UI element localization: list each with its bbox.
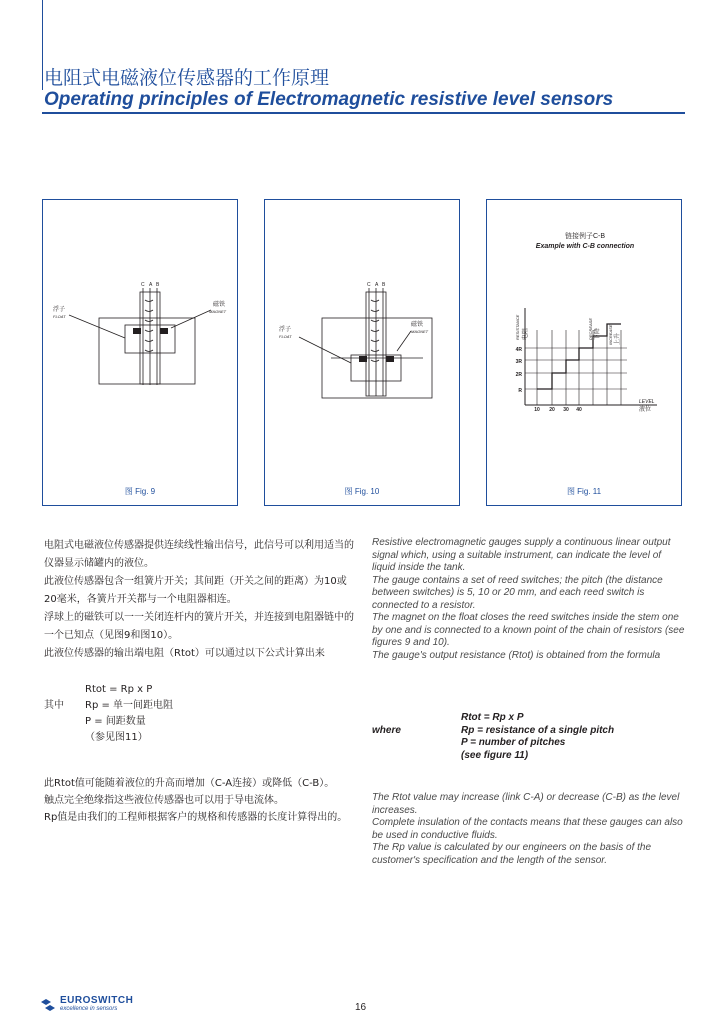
- float-label-en: FLOAT: [279, 334, 292, 339]
- label-a: A: [149, 282, 153, 288]
- body-text-en: [372, 537, 686, 662]
- formula-line: Rp = resistance of a single pitch: [461, 724, 615, 736]
- figure-9: [42, 199, 238, 506]
- x-axis-label-cn: 液位: [639, 407, 652, 413]
- magnet-label-cn: 磁铁: [411, 322, 424, 328]
- figure-10-diagram: [265, 200, 461, 507]
- paragraph: 此液位传感器包含一组簧片开关；其间距（开关之间的距离）为10或20毫米，各簧片开关都与一个电阻器相连。: [44, 576, 347, 605]
- logo-icon: [40, 998, 56, 1012]
- paragraph: The gauge contains a set of reed switches; the pitch (the distance between switches) is 5, 10 or 20 mm, and each reed switch is connected to a resistor.: [372, 574, 663, 611]
- header-rule: [42, 112, 685, 114]
- formula-line: (see figure 11): [461, 749, 529, 761]
- paragraph: The magnet on the float closes the reed switches inside the stem one by one and is connected to a known point of the chain of resistors (see figures 9 and 10).: [372, 612, 685, 648]
- paragraph: The Rtot value may increase (link C-A) or decrease (C-B) as the level increases.: [372, 792, 680, 816]
- increase-label-cn: 上升: [615, 332, 621, 345]
- decrease-label-en: DECREASE: [588, 317, 593, 340]
- y-tick-3r: 3R: [515, 359, 522, 365]
- page-title-en: Operating principles of Electromagnetic resistive level sensors: [44, 89, 614, 110]
- paragraph: Complete insulation of the contacts means that these gauges can also be used in conductive fluids.: [372, 817, 683, 841]
- formula-line: P = 间距数量: [85, 716, 146, 727]
- brand-tagline: excellence in sensors: [60, 1006, 118, 1012]
- paragraph: 浮球上的磁铁可以一一关闭连杆内的簧片开关，并连接到电阻器链中的一个已知点（见图9和图10）。: [44, 612, 354, 641]
- float-label-cn: 浮子: [53, 307, 66, 313]
- brand-logo: [40, 996, 133, 1013]
- magnet-label-cn: 磁铁: [213, 302, 226, 308]
- formula-en: [372, 712, 614, 762]
- brand-name: EUROSWITCH: [60, 995, 134, 1006]
- figure-11-caption: 图 Fig. 11: [566, 487, 602, 496]
- header-rule-vertical: [42, 0, 43, 90]
- figure-9-diagram: [43, 200, 239, 507]
- figure-11: [486, 199, 682, 506]
- y-tick-4r: 4R: [515, 347, 522, 353]
- formula-line: Rtot = Rp x P: [85, 684, 153, 695]
- x-tick-40: 40: [576, 407, 582, 413]
- paragraph: The gauge's output resistance (Rtot) is obtained from the formula: [372, 649, 661, 661]
- figure-10-caption: 图 Fig. 10: [344, 487, 380, 496]
- formula-line: Rtot = Rp x P: [461, 712, 524, 723]
- paragraph: Rp值是由我们的工程师根据客户的规格和传感器的长度计算得出的。: [44, 812, 348, 823]
- float-label-cn: 浮子: [279, 327, 292, 333]
- label-b: B: [156, 282, 160, 288]
- formula-line: P = number of pitches: [461, 737, 566, 748]
- paragraph: 此液位传感器的输出端电阻（Rtot）可以通过以下公式计算出来: [44, 648, 325, 659]
- paragraph: 此Rtot值可能随着液位的升高而增加（C-A连接）或降低（C-B）。: [44, 778, 335, 789]
- decrease-label-cn: 下降: [595, 327, 601, 340]
- y-axis-label-cn: 电阻: [523, 327, 529, 340]
- y-tick-2r: 2R: [515, 372, 522, 378]
- magnet-label-en: MAGNET: [411, 329, 429, 334]
- paragraph: 电阻式电磁液位传感器提供连续线性输出信号，此信号可以利用适当的仪器显示储罐内的液位。: [44, 540, 354, 569]
- body-text-cn-2: [44, 775, 358, 826]
- formula-where: where: [372, 724, 401, 736]
- formula-line: （参见图11）: [85, 732, 148, 743]
- increase-label-en: INCREASE: [608, 324, 613, 345]
- magnet-label-en: MAGNET: [209, 309, 227, 314]
- label-c: C: [367, 282, 371, 288]
- paragraph: Resistive electromagnetic gauges supply a continuous linear output signal which, using a suitable instrument, can indicate the level of liquid inside the tank.: [372, 537, 671, 573]
- figure-11-diagram: [487, 200, 683, 507]
- x-tick-30: 30: [563, 407, 569, 413]
- label-a: A: [375, 282, 379, 288]
- float-label-en: FLOAT: [53, 314, 66, 319]
- y-axis-label-en: RESISTANCE: [515, 314, 520, 340]
- paragraph: 触点完全绝缘指这些液位传感器也可以用于导电流体。: [44, 795, 284, 806]
- figure-10: [264, 199, 460, 506]
- label-b: B: [382, 282, 386, 288]
- chart-title-en: Example with C-B connection: [535, 243, 635, 250]
- chart-title-cn: 链接例子C-B: [564, 233, 606, 240]
- page-number: 16: [355, 1002, 367, 1013]
- figure-9-caption: 图 Fig. 9: [124, 487, 156, 496]
- x-tick-10: 10: [534, 407, 540, 413]
- body-text-cn: [44, 537, 356, 663]
- formula-cn: [44, 682, 173, 746]
- x-tick-20: 20: [549, 407, 555, 413]
- page-title-cn: 电阻式电磁液位传感器的工作原理: [44, 68, 330, 89]
- label-c: C: [141, 282, 145, 288]
- formula-line: Rp = 单一间距电阻: [85, 700, 174, 711]
- x-axis-label-en: LEVEL: [639, 399, 655, 405]
- formula-where: 其中: [44, 700, 64, 711]
- y-tick-r: R: [518, 388, 522, 394]
- body-text-en-2: [372, 792, 686, 867]
- paragraph: The Rp value is calculated by our engineers on the basis of the customer's specification and the length of the sensor.: [372, 842, 652, 866]
